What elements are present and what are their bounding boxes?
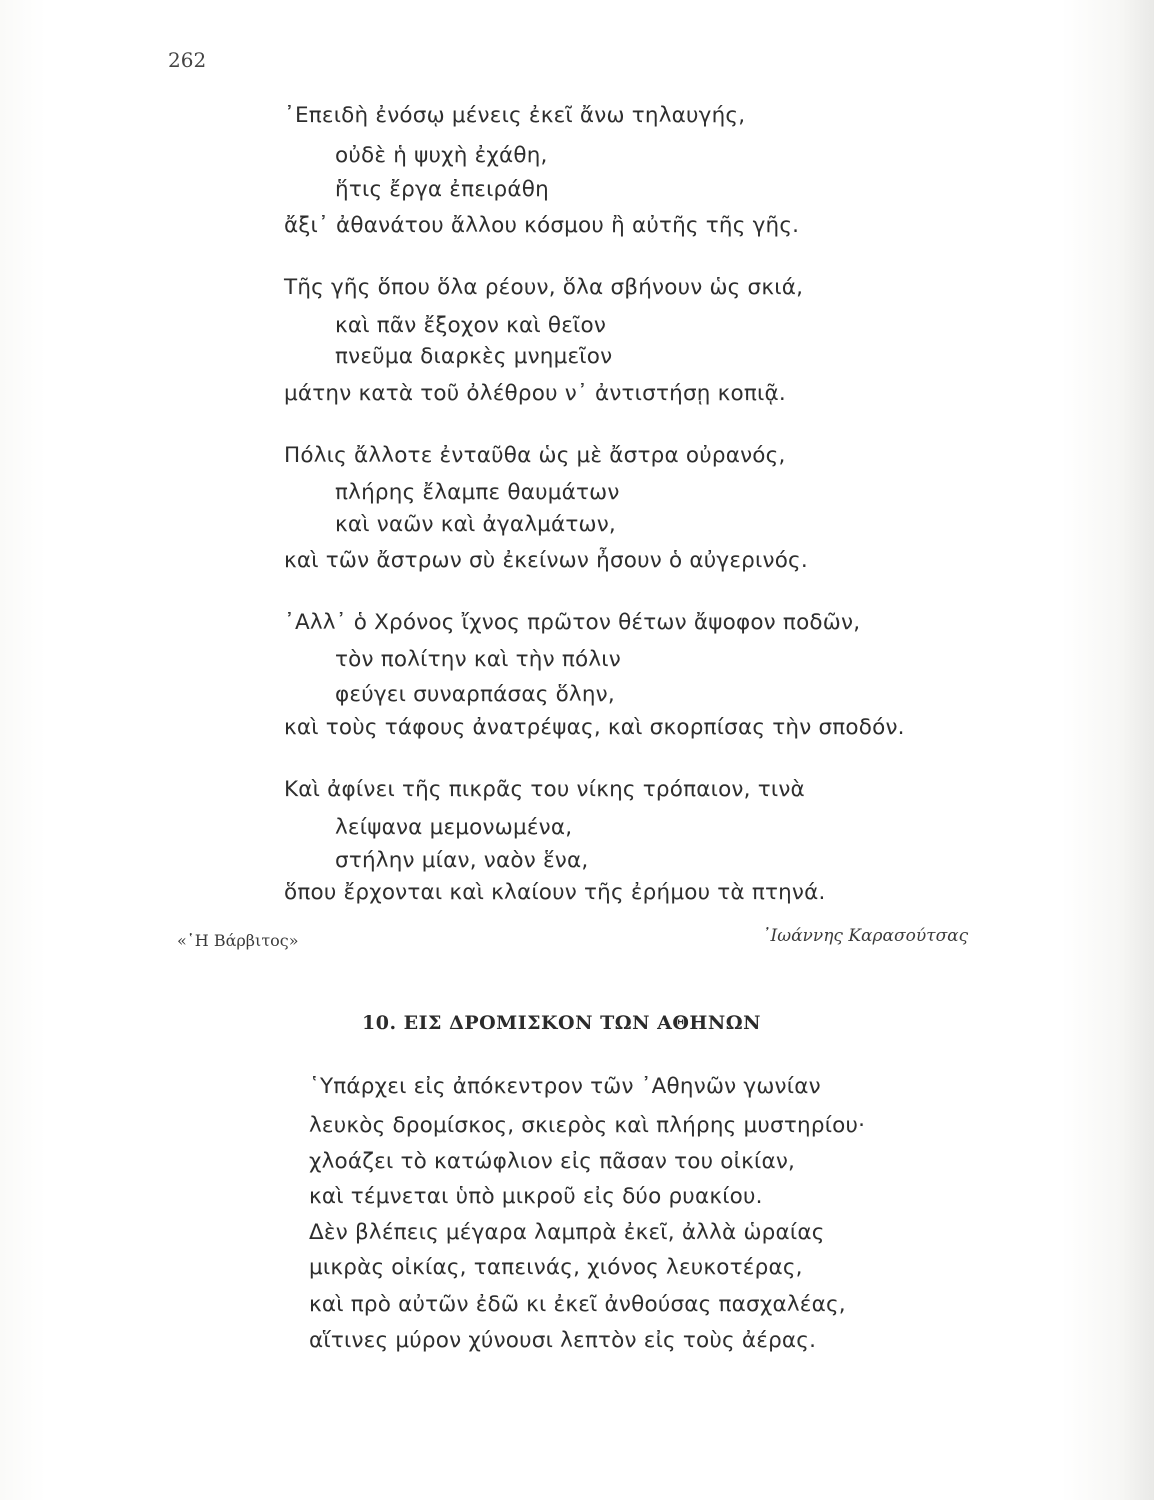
poem-line: Δὲν βλέπεις μέγαρα λαμπρὰ ἐκεῖ, ἀλλὰ ὡραίας	[309, 1220, 825, 1245]
poem-line: καὶ τοὺς τάφους ἀνατρέψας, καὶ σκορπίσας τὴν σποδόν.	[284, 715, 905, 740]
poem-line: Καὶ ἀφίνει τῆς πικρᾶς του νίκης τρόπαιον, τινὰ	[284, 777, 805, 802]
poem-line: πλήρης ἔλαμπε θαυμάτων	[335, 480, 620, 505]
poem-line: καὶ ναῶν καὶ ἀγαλμάτων,	[335, 512, 616, 537]
poem-line: Τῆς γῆς ὅπου ὅλα ρέουν, ὅλα σβήνουν ὡς σκιά,	[284, 275, 804, 300]
poem-line: λείψανα μεμονωμένα,	[335, 815, 573, 840]
page-number: 262	[168, 48, 207, 72]
poem-heading: 10. ΕΙΣ ΔΡΟΜΙΣΚΟΝ ΤΩΝ ΑΘΗΝΩΝ	[362, 1012, 761, 1034]
poem-line: χλοάζει τὸ κατώφλιον εἰς πᾶσαν του οἰκίαν,	[309, 1149, 796, 1174]
poem-line: αἵτινες μύρον χύνουσι λεπτὸν εἰς τοὺς ἀέρας.	[309, 1328, 817, 1353]
poem-line: Πόλις ἄλλοτε ἐνταῦθα ὡς μὲ ἄστρα οὐρανός,	[284, 443, 786, 468]
poem-line: ἄξι᾿ ἀθανάτου ἄλλου κόσμου ἢ αὐτῆς τῆς γῆς.	[284, 213, 800, 238]
poem-line: καὶ πᾶν ἔξοχον καὶ θεῖον	[335, 313, 607, 338]
poem-line: ῾Υπάρχει εἰς ἀπόκεντρον τῶν ᾿Αθηνῶν γωνίαν	[309, 1074, 821, 1099]
poem-line: οὐδὲ ἡ ψυχὴ ἐχάθη,	[335, 143, 548, 168]
poem-line: τὸν πολίτην καὶ τὴν πόλιν	[335, 647, 621, 672]
poem-line: καὶ τῶν ἄστρων σὺ ἐκείνων ἦσουν ὁ αὐγερινός.	[284, 548, 808, 573]
poem-line: μάτην κατὰ τοῦ ὀλέθρου ν᾿ ἀντιστήσῃ κοπιᾷ.	[284, 381, 786, 406]
poem-line: φεύγει συναρπάσας ὅλην,	[335, 682, 615, 707]
author-attribution: ᾿Ιωάννης Καρασούτσας	[762, 926, 969, 946]
poem-line: στήλην μίαν, ναὸν ἕνα,	[335, 848, 589, 873]
poem-line: ἥτις ἔργα ἐπειράθη	[335, 177, 549, 202]
poem-line: πνεῦμα διαρκὲς μνημεῖον	[335, 344, 613, 369]
poem-line: καὶ πρὸ αὐτῶν ἐδῶ κι ἐκεῖ ἀνθούσας πασχαλέας,	[309, 1292, 846, 1317]
poem-line: ᾿Αλλ᾿ ὁ Χρόνος ἴχνος πρῶτον θέτων ἄψοφον ποδῶν,	[284, 610, 861, 635]
poem-line: λευκὸς δρομίσκος, σκιερὸς καὶ πλήρης μυστηρίου·	[309, 1113, 866, 1138]
poem-line: καὶ τέμνεται ὑπὸ μικροῦ εἰς δύο ρυακίου.	[309, 1184, 763, 1209]
poem-line: ὅπου ἔρχονται καὶ κλαίουν τῆς ἐρήμου τὰ πτηνά.	[284, 880, 826, 905]
source-attribution: «῾Η Βάρβιτος»	[177, 931, 299, 950]
bleed-through	[700, 160, 706, 184]
poem-line: ᾿Επειδὴ ἐνόσῳ μένεις ἐκεῖ ἄνω τηλαυγής,	[284, 103, 746, 128]
poem-line: μικρὰς οἰκίας, ταπεινάς, χιόνος λευκοτέρας,	[309, 1255, 803, 1280]
